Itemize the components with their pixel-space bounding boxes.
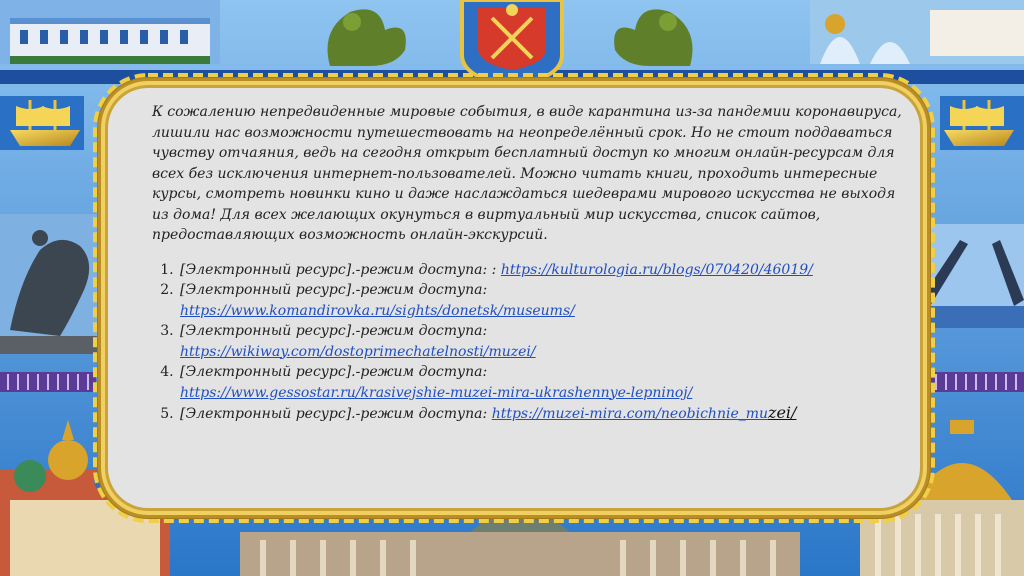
resource-item-3 [178,321,904,362]
resource-item-5 [178,403,904,425]
resource-item-4 [178,362,904,403]
resource-link[interactable]: https://wikiway.com/dostoprimechatelnosti/muzei/ [180,343,536,360]
resource-label: [Электронный ресурс].-режим доступа: [180,323,488,339]
resource-item-2 [178,280,904,321]
content-area [152,102,904,425]
resource-link-tail[interactable]: zei/ [768,403,797,422]
resource-link[interactable]: https://kulturologia.ru/blogs/070420/46019/ [500,261,813,278]
resource-label: [Электронный ресурс].-режим доступа: [180,282,488,298]
golden-ship-icon [940,96,1024,150]
resource-link[interactable]: https://muzei-mira.com/neobichnie_mu [491,406,769,422]
resource-label: [Электронный ресурс].-режим доступа: [180,406,488,422]
resource-link[interactable]: https://www.komandirovka.ru/sights/donetsk/museums/ [180,302,575,319]
resource-item-1 [178,260,904,281]
resource-label: [Электронный ресурс].-режим доступа: : [180,261,497,278]
golden-ship-icon [0,96,84,150]
resource-label: [Электронный ресурс].-режим доступа: [180,364,488,380]
bronze-horseman-icon [0,214,104,354]
intro-paragraph: К сожалению непредвиденные мировые события, в виде карантина из-за пандемии коронавируса, лишили нас возможности путешествовать на неопределённый срок. Но не стоит поддаваться чувству отчаяния, ведь на сегодня открыт бесплатный доступ ко многим онлайн-ресурсам для всех без исключения интернет-пользователей. Можно читать книги, проходить интересные курсы, смотреть новинки кино и даже наслаждаться шедеврами мирового искусства не выходя из дома! Для всех желающих окунуться в виртуальный мир искусства, список сайтов, предоставляющих возможность онлайн-экскурсий. [152,104,902,243]
resource-list [152,260,904,425]
fountain-image [810,0,1024,64]
resource-link[interactable]: https://www.gessostar.ru/krasivejshie-muzei-mira-ukrashennye-lepninoj/ [180,384,693,401]
palace-image [0,0,220,64]
